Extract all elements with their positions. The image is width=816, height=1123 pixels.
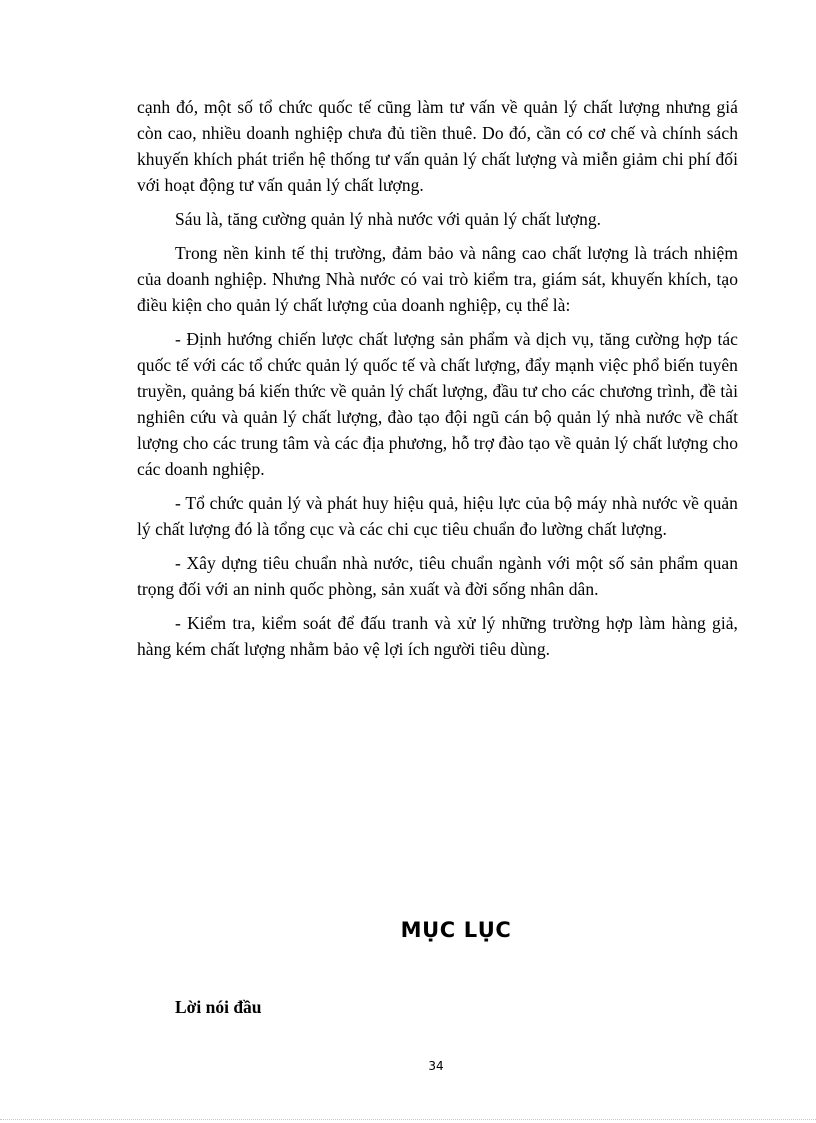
toc-entry-preface: Lời nói đầu (175, 997, 262, 1017)
paragraph-4: - Định hướng chiến lược chất lượng sản phẩm và dịch vụ, tăng cường hợp tác quốc tế với các tổ chức quản lý quốc tế và chất lượng, đẩy mạnh việc phổ biến tuyên truyền, quảng bá kiến thức về quản lý chất lượng, đầu tư cho các chương trình, đề tài nghiên cứu và quản lý chất lượng, đào tạo đội ngũ cán bộ quản lý nhà nước về chất lượng cho các trung tâm và các địa phương, hỗ trợ đào tạo về quản lý chất lượng cho các doanh nghiệp. (137, 329, 738, 479)
paragraph-3: Trong nền kinh tế thị trường, đảm bảo và nâng cao chất lượng là trách nhiệm của doanh nghiệp. Nhưng Nhà nước có vai trò kiểm tra, giám sát, khuyến khích, tạo điều kiện cho quản lý chất lượng của doanh nghiệp, cụ thể là: (137, 243, 738, 315)
paragraph-2: Sáu là, tăng cường quản lý nhà nước với quản lý chất lượng. (175, 209, 602, 229)
paragraph-7: - Kiểm tra, kiểm soát để đấu tranh và xử lý những trường hợp làm hàng giả, hàng kém chất lượng nhằm bảo vệ lợi ích người tiêu dùng. (137, 613, 738, 659)
page-number: 34 (428, 1059, 444, 1073)
page-bottom-divider (0, 1119, 816, 1120)
body-text (137, 94, 738, 670)
paragraph-6: - Xây dựng tiêu chuẩn nhà nước, tiêu chuẩn ngành với một số sản phẩm quan trọng đối với an ninh quốc phòng, sản xuất và đời sống nhân dân. (137, 553, 738, 599)
paragraph-1: cạnh đó, một số tổ chức quốc tế cũng làm tư vấn về quản lý chất lượng nhưng giá còn cao, nhiều doanh nghiệp chưa đủ tiền thuê. Do đó, cần có cơ chế và chính sách khuyến khích phát triển hệ thống tư vấn quản lý chất lượng và miễn giảm chi phí đối với hoạt động tư vấn quản lý chất lượng. (137, 97, 738, 195)
paragraph-5: - Tổ chức quản lý và phát huy hiệu quả, hiệu lực của bộ máy nhà nước về quản lý chất lượng đó là tổng cục và các chi cục tiêu chuẩn đo lường chất lượng. (137, 493, 738, 539)
table-of-contents-heading: MỤC LỤC (400, 918, 512, 942)
